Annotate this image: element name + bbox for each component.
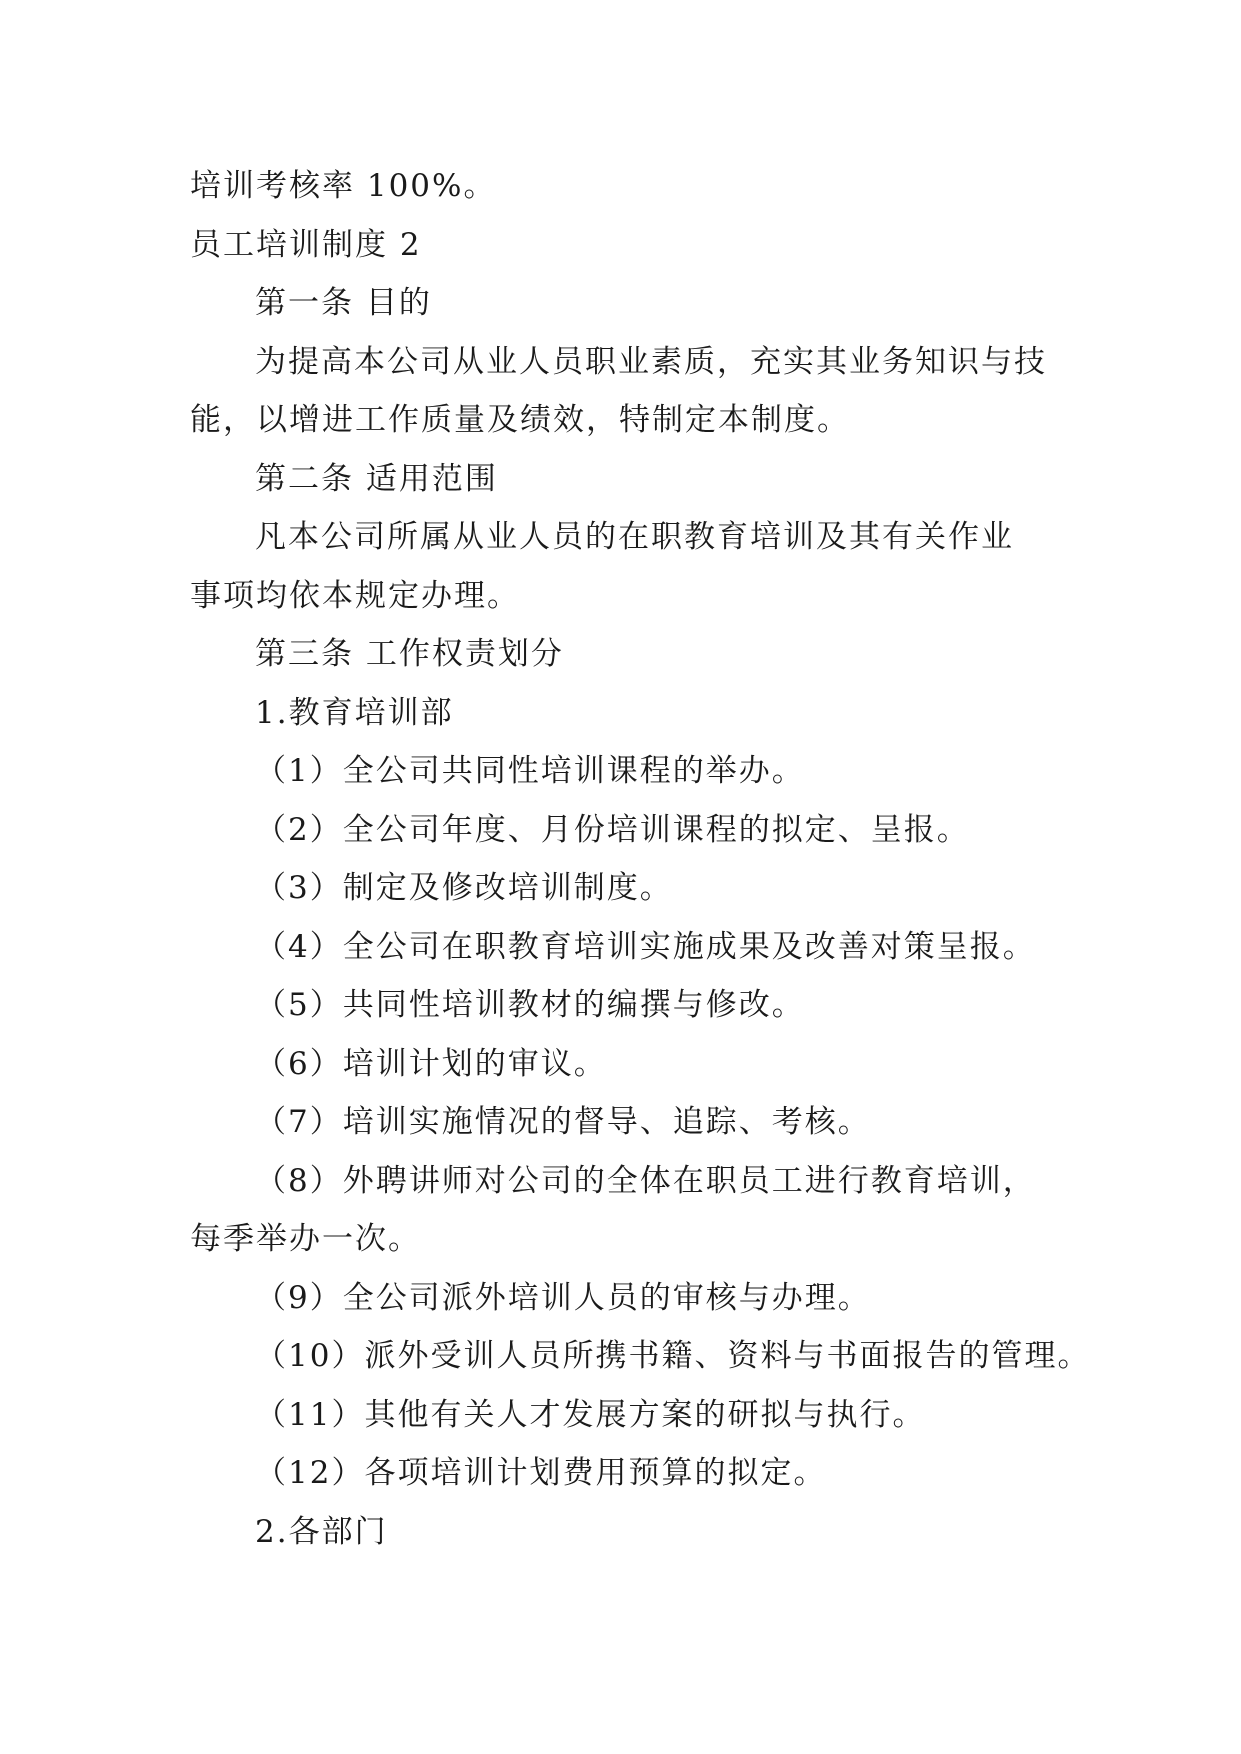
list-item-12: （12）各项培训计划费用预算的拟定。 bbox=[255, 1455, 827, 1491]
list-item-10: （10）派外受训人员所携书籍、资料与书面报告的管理。 bbox=[255, 1338, 1091, 1374]
list-item-5: （5）共同性培训教材的编撰与修改。 bbox=[255, 987, 805, 1023]
list-item-4: （4）全公司在职教育培训实施成果及改善对策呈报。 bbox=[255, 929, 1036, 965]
article-1-text-line-1: 为提高本公司从业人员职业素质，充实其业务知识与技 bbox=[255, 344, 1047, 380]
article-1-heading: 第一条 目的 bbox=[255, 285, 432, 321]
subsection-education-training-dept: 1.教育培训部 bbox=[255, 695, 454, 731]
subsection-departments: 2.各部门 bbox=[255, 1514, 388, 1550]
list-item-11: （11）其他有关人才发展方案的研拟与执行。 bbox=[255, 1397, 926, 1433]
article-1-text-line-2: 能，以增进工作质量及绩效，特制定本制度。 bbox=[190, 402, 850, 438]
text-line-training-assessment-rate: 培训考核率 100%。 bbox=[190, 168, 497, 204]
list-item-7: （7）培训实施情况的督导、追踪、考核。 bbox=[255, 1104, 871, 1140]
section-title: 员工培训制度 2 bbox=[190, 227, 422, 263]
list-item-2: （2）全公司年度、月份培训课程的拟定、呈报。 bbox=[255, 812, 970, 848]
list-item-8-line-1: （8）外聘讲师对公司的全体在职员工进行教育培训， bbox=[255, 1163, 1036, 1199]
article-2-text-line-1: 凡本公司所属从业人员的在职教育培训及其有关作业 bbox=[255, 519, 1014, 555]
article-2-heading: 第二条 适用范围 bbox=[255, 461, 498, 497]
list-item-3: （3）制定及修改培训制度。 bbox=[255, 870, 673, 906]
article-2-text-line-2: 事项均依本规定办理。 bbox=[190, 578, 520, 614]
list-item-9: （9）全公司派外培训人员的审核与办理。 bbox=[255, 1280, 871, 1316]
list-item-1: （1）全公司共同性培训课程的举办。 bbox=[255, 753, 805, 789]
list-item-8-line-2: 每季举办一次。 bbox=[190, 1221, 421, 1257]
list-item-6: （6）培训计划的审议。 bbox=[255, 1046, 607, 1082]
article-3-heading: 第三条 工作权责划分 bbox=[255, 636, 564, 672]
